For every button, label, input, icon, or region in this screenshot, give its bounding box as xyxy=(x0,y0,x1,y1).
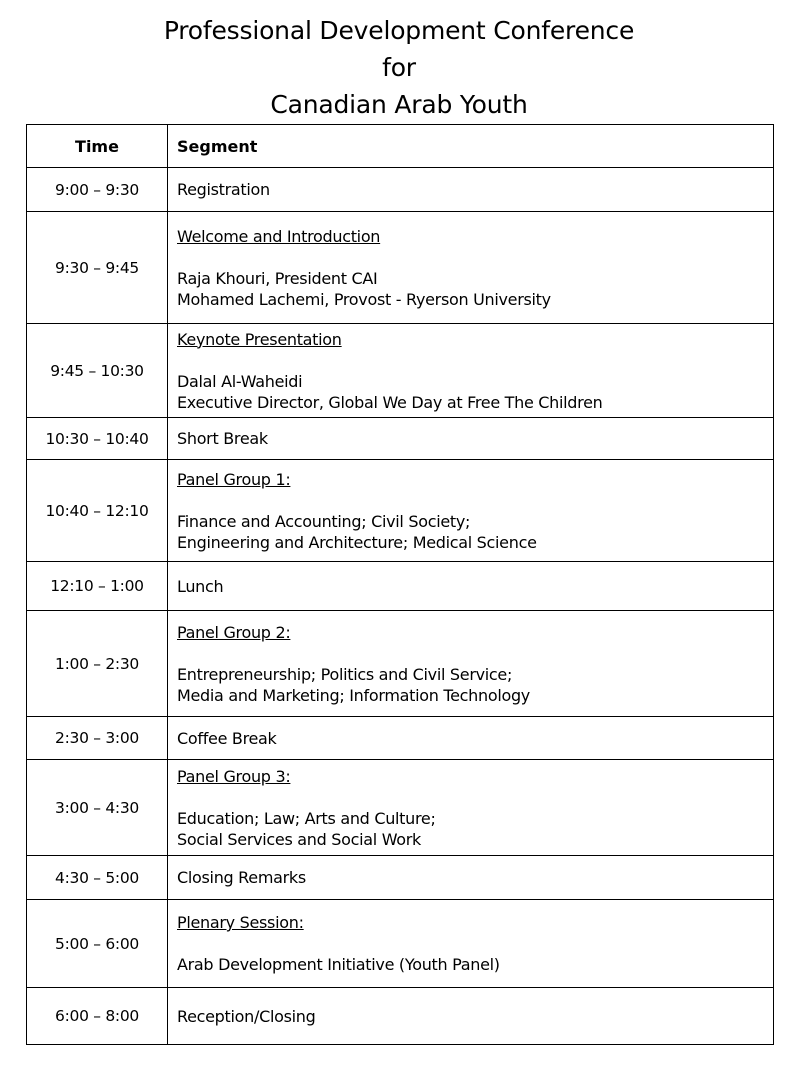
table-row xyxy=(27,168,774,212)
segment-heading: Keynote Presentation xyxy=(177,329,342,349)
segment-cell xyxy=(168,168,774,212)
segment-cell xyxy=(168,324,774,418)
segment-cell xyxy=(168,717,774,760)
table-row xyxy=(27,717,774,760)
time-cell: 10:30 – 10:40 xyxy=(27,418,168,460)
time-cell: 9:30 – 9:45 xyxy=(27,212,168,324)
title-line-3: Canadian Arab Youth xyxy=(270,90,528,119)
time-cell: 4:30 – 5:00 xyxy=(27,856,168,900)
segment-detail-line: Media and Marketing; Information Technology xyxy=(177,685,530,705)
segment-heading: Panel Group 1: xyxy=(177,469,291,489)
segment-title: Coffee Break xyxy=(177,728,277,748)
segment-title: Short Break xyxy=(177,429,268,448)
segment-detail-line: Engineering and Architecture; Medical Science xyxy=(177,532,537,552)
table-row xyxy=(27,460,774,562)
table-row xyxy=(27,562,774,611)
time-cell: 5:00 – 6:00 xyxy=(27,900,168,988)
segment-detail-line: Entrepreneurship; Politics and Civil Service; xyxy=(177,664,513,684)
time-cell: 1:00 – 2:30 xyxy=(27,611,168,717)
segment-cell xyxy=(168,212,774,324)
segment-heading: Plenary Session: xyxy=(177,913,304,932)
agenda-body xyxy=(27,168,774,1045)
segment-cell xyxy=(168,418,774,460)
segment-heading: Panel Group 3: xyxy=(177,766,291,786)
segment-detail-line: Finance and Accounting; Civil Society; xyxy=(177,511,471,531)
table-header-row xyxy=(27,125,774,168)
segment-detail-line: Dalal Al-Waheidi xyxy=(177,371,303,391)
segment-cell xyxy=(168,760,774,856)
table-row xyxy=(27,856,774,900)
time-cell: 10:40 – 12:10 xyxy=(27,460,168,562)
table-row xyxy=(27,900,774,988)
title-line-2: for xyxy=(382,53,416,82)
segment-cell xyxy=(168,460,774,562)
segment-cell xyxy=(168,562,774,611)
document-title xyxy=(0,12,785,123)
time-column-header: Time xyxy=(27,125,168,168)
table-row xyxy=(27,988,774,1045)
segment-detail-line: Education; Law; Arts and Culture; xyxy=(177,808,436,828)
time-cell: 9:45 – 10:30 xyxy=(27,324,168,418)
segment-column-header: Segment xyxy=(168,125,774,168)
table-row xyxy=(27,760,774,856)
agenda-table xyxy=(26,124,774,1045)
table-row xyxy=(27,212,774,324)
segment-cell xyxy=(168,611,774,717)
segment-detail-line: Social Services and Social Work xyxy=(177,829,422,849)
segment-title: Closing Remarks xyxy=(177,868,306,887)
table-row xyxy=(27,324,774,418)
segment-title: Lunch xyxy=(177,576,224,596)
time-cell: 9:00 – 9:30 xyxy=(27,168,168,212)
segment-detail-line: Mohamed Lachemi, Provost - Ryerson University xyxy=(177,289,551,309)
time-cell: 3:00 – 4:30 xyxy=(27,760,168,856)
table-row xyxy=(27,611,774,717)
segment-detail-line: Executive Director, Global We Day at Free The Children xyxy=(177,392,603,412)
segment-title: Reception/Closing xyxy=(177,1006,316,1026)
segment-cell xyxy=(168,900,774,988)
segment-heading: Welcome and Introduction xyxy=(177,226,381,246)
segment-title: Registration xyxy=(177,180,270,199)
segment-heading: Panel Group 2: xyxy=(177,622,291,642)
segment-cell xyxy=(168,856,774,900)
segment-cell xyxy=(168,988,774,1045)
segment-detail-line: Arab Development Initiative (Youth Panel) xyxy=(177,955,500,974)
table-row xyxy=(27,418,774,460)
time-cell: 2:30 – 3:00 xyxy=(27,717,168,760)
segment-detail-line: Raja Khouri, President CAI xyxy=(177,268,378,288)
title-line-1: Professional Development Conference xyxy=(163,16,635,45)
time-cell: 12:10 – 1:00 xyxy=(27,562,168,611)
time-cell: 6:00 – 8:00 xyxy=(27,988,168,1045)
